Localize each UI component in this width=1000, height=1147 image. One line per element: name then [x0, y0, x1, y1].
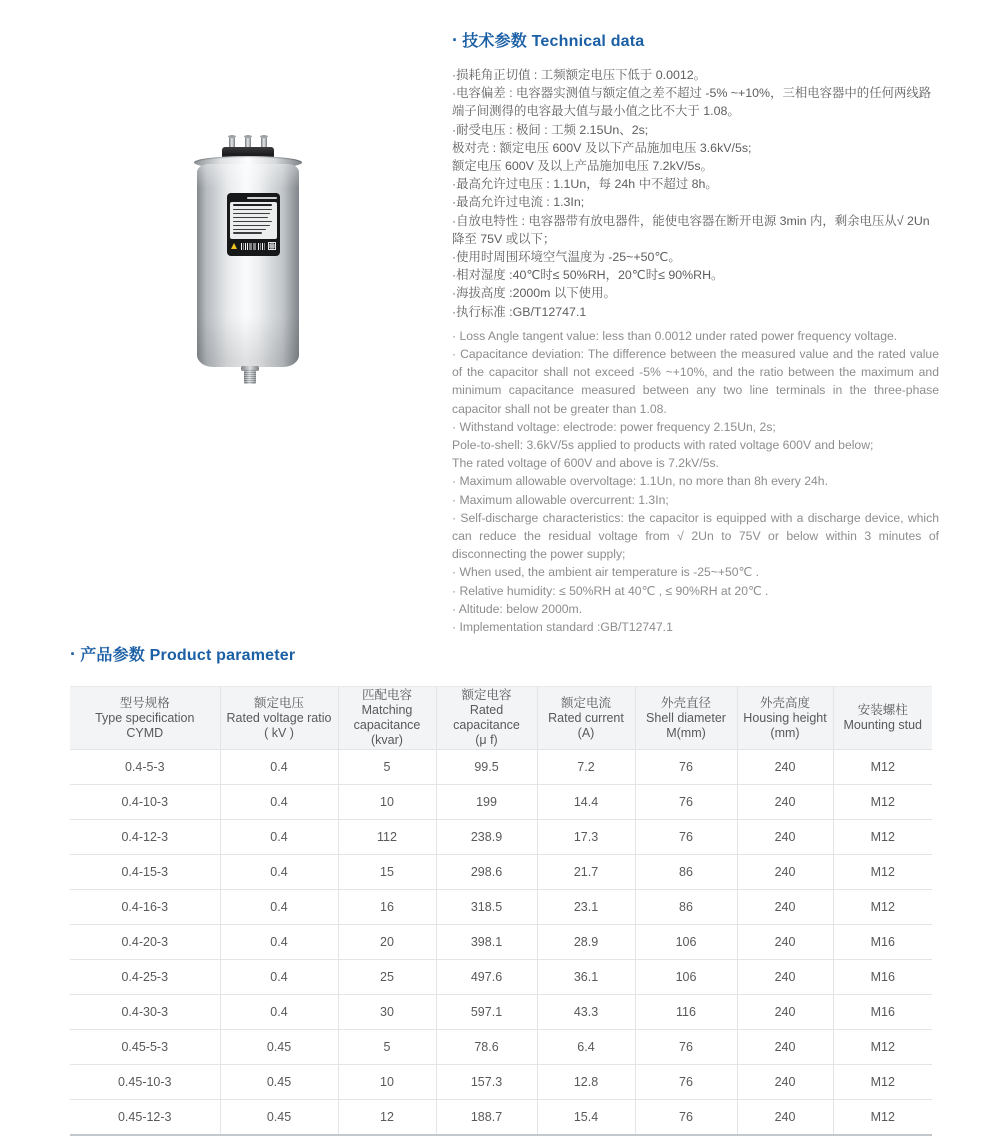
label-text-row [233, 213, 270, 215]
table-cell: 0.45-12-3 [70, 1100, 220, 1136]
table-row [70, 925, 932, 960]
table-cell: 0.4-12-3 [70, 820, 220, 855]
table-cell: 86 [635, 890, 737, 925]
table-cell: 240 [737, 995, 833, 1030]
tech-line-en: · When used, the ambient air temperature is -25~+50℃ . [452, 565, 760, 580]
table-cell: 5 [338, 1030, 436, 1065]
table-cell: 0.4 [220, 960, 338, 995]
table-cell: 17.3 [537, 820, 635, 855]
table-cell: 12 [338, 1100, 436, 1136]
table-cell: 23.1 [537, 890, 635, 925]
table-cell: M12 [833, 1065, 932, 1100]
table-cell: 15.4 [537, 1100, 635, 1136]
label-text-row [233, 209, 272, 211]
table-header-cell: 外壳高度 Housing height (mm) [737, 687, 833, 750]
tech-line-en: Pole-to-shell: 3.6kV/5s applied to products with rated voltage 600V and below; [452, 438, 874, 453]
product-parameter-table [70, 686, 932, 1136]
table-cell: 25 [338, 960, 436, 995]
table-cell: 0.4 [220, 750, 338, 785]
table-cell: 0.4 [220, 785, 338, 820]
table-cell: 0.45 [220, 1100, 338, 1136]
table-cell: 398.1 [436, 925, 537, 960]
table-cell: 0.4 [220, 820, 338, 855]
table-cell: 106 [635, 960, 737, 995]
table-header-cell: 型号规格 Type specification CYMD [70, 687, 220, 750]
technical-data-title [452, 28, 939, 51]
table-header-cell: 匹配电容 Matching capacitance (kvar) [338, 687, 436, 750]
table-cell: 188.7 [436, 1100, 537, 1136]
table-cell: 597.1 [436, 995, 537, 1030]
table-header-cell: 安装螺柱 Mounting stud [833, 687, 932, 750]
table-header-cell: 额定电流 Rated current (A) [537, 687, 635, 750]
table-row [70, 855, 932, 890]
table-cell: 10 [338, 1065, 436, 1100]
table-cell: 76 [635, 785, 737, 820]
tech-line-en: · Self-discharge characteristics: the capacitor is equipped with a discharge device, which can reduce the residual voltage from √ 2Un to 75V or below within 3 minutes of disconnecting the power supply; [452, 510, 939, 562]
table-cell: 0.4-16-3 [70, 890, 220, 925]
table-cell: 21.7 [537, 855, 635, 890]
tech-line-zh: ·电容偏差 : 电容器实测值与额定值之差不超过 -5% ~+10%，三相电容器中的任何两线路端子间测得的电容最大值与最小值之比不大于 1.08。 [452, 86, 932, 119]
table-cell: 36.1 [537, 960, 635, 995]
label-text-row [233, 204, 272, 206]
table-cell: 0.45 [220, 1065, 338, 1100]
table-cell: 0.4-25-3 [70, 960, 220, 995]
table-cell: 10 [338, 785, 436, 820]
table-cell: 86 [635, 855, 737, 890]
label-bottom-strip [230, 239, 277, 252]
table-cell: 240 [737, 820, 833, 855]
capacitor-mounting-stud [244, 370, 256, 384]
table-cell: 30 [338, 995, 436, 1030]
table-cell: 0.4 [220, 925, 338, 960]
tech-line-zh: ·最高允许过电压 : 1.1Un，每 24h 中不超过 8h。 [452, 177, 718, 192]
tech-line-zh: 极对壳 : 额定电压 600V 及以下产品施加电压 3.6kV/5s; [452, 140, 752, 155]
table-header-cell: 额定电容 Rated capacitance (μ f) [436, 687, 537, 750]
table-cell: 76 [635, 1030, 737, 1065]
table-cell: 76 [635, 820, 737, 855]
technical-data-section [452, 28, 939, 636]
table-cell: 240 [737, 855, 833, 890]
table-cell: 106 [635, 925, 737, 960]
table-cell: 240 [737, 1065, 833, 1100]
section-title-text: 技术参数 Technical data [462, 33, 645, 50]
tech-line-en: · Withstand voltage: electrode: power frequency 2.15Un, 2s; [452, 419, 776, 434]
capacitor-photo [193, 132, 303, 394]
table-cell: 0.4-20-3 [70, 925, 220, 960]
section-bullet-icon: · [70, 643, 77, 664]
table-cell: 157.3 [436, 1065, 537, 1100]
label-text-row [233, 217, 268, 219]
table-cell: 76 [635, 1100, 737, 1136]
table-cell: 0.45-5-3 [70, 1030, 220, 1065]
table-cell: 240 [737, 1030, 833, 1065]
table-cell: M12 [833, 820, 932, 855]
table-cell: M12 [833, 890, 932, 925]
technical-en-lines [452, 327, 939, 636]
qr-code-icon [268, 242, 276, 250]
tech-line-en: · Implementation standard :GB/T12747.1 [452, 620, 673, 635]
table-cell: 12.8 [537, 1065, 635, 1100]
table-cell: 240 [737, 960, 833, 995]
label-spec-panel [230, 202, 277, 239]
table-row [70, 1030, 932, 1065]
tech-line-en: · Capacitance deviation: The difference between the measured value and the rated value of the capacitor shall not exceed -5% ~+10%, and the ratio between the maximum and minimum capacitance measured between any two line terminals in the three-phase capacitor shall not be greater than 1.08. [452, 347, 939, 416]
product-parameter-section [70, 642, 932, 1136]
table-cell: 0.45 [220, 1030, 338, 1065]
table-cell: 5 [338, 750, 436, 785]
table-cell: 78.6 [436, 1030, 537, 1065]
table-cell: 99.5 [436, 750, 537, 785]
table-cell: 0.4-5-3 [70, 750, 220, 785]
table-header-cell: 额定电压 Rated voltage ratio ( kV ) [220, 687, 338, 750]
tech-line-zh: ·最高允许过电流 : 1.3In; [452, 195, 585, 210]
table-cell: 240 [737, 1100, 833, 1136]
table-cell: M12 [833, 750, 932, 785]
label-text-row [233, 225, 270, 227]
tech-line-zh: ·执行标准 :GB/T12747.1 [452, 304, 587, 319]
table-row [70, 820, 932, 855]
table-cell: 28.9 [537, 925, 635, 960]
table-cell: 112 [338, 820, 436, 855]
table-row [70, 890, 932, 925]
section-title-text: 产品参数 Product parameter [80, 647, 296, 664]
tech-line-en: The rated voltage of 600V and above is 7.2kV/5s. [452, 456, 719, 471]
tech-line-zh: ·损耗角正切值 : 工频额定电压下低于 0.0012。 [452, 68, 707, 82]
table-row [70, 995, 932, 1030]
barcode-icon [241, 243, 265, 250]
table-row [70, 1065, 932, 1100]
table-header-row [70, 687, 932, 750]
table-cell: M16 [833, 960, 932, 995]
table-cell: 240 [737, 925, 833, 960]
table-cell: M12 [833, 855, 932, 890]
table-cell: 76 [635, 1065, 737, 1100]
table-row [70, 960, 932, 995]
table-cell: 0.4-15-3 [70, 855, 220, 890]
table-cell: 0.45-10-3 [70, 1065, 220, 1100]
tech-line-zh: ·耐受电压 : 极间 : 工频 2.15Un、2s; [452, 122, 649, 137]
table-cell: 240 [737, 785, 833, 820]
table-cell: 14.4 [537, 785, 635, 820]
tech-line-zh: 额定电压 600V 及以上产品施加电压 7.2kV/5s。 [452, 159, 713, 174]
table-cell: 15 [338, 855, 436, 890]
table-cell: 43.3 [537, 995, 635, 1030]
table-cell: 7.2 [537, 750, 635, 785]
table-cell: 497.6 [436, 960, 537, 995]
table-header-cell: 外壳直径 Shell diameter M(mm) [635, 687, 737, 750]
table-cell: M16 [833, 925, 932, 960]
section-bullet-icon: · [452, 29, 459, 50]
technical-zh-lines [452, 66, 939, 321]
table-cell: 0.4 [220, 995, 338, 1030]
table-cell: M16 [833, 995, 932, 1030]
tech-line-en: · Loss Angle tangent value: less than 0.0012 under rated power frequency voltage. [452, 328, 898, 343]
table-cell: 238.9 [436, 820, 537, 855]
capacitor-label [227, 193, 280, 256]
table-cell: 0.4 [220, 855, 338, 890]
table-cell: 0.4-30-3 [70, 995, 220, 1030]
table-cell: M12 [833, 785, 932, 820]
warning-triangle-icon [231, 243, 237, 249]
table-row [70, 785, 932, 820]
label-text-row [233, 229, 266, 231]
tech-line-en: · Maximum allowable overcurrent: 1.3In; [452, 492, 669, 507]
table-cell: 0.4 [220, 890, 338, 925]
tech-line-zh: ·使用时周围环境空气温度为 -25~+50℃。 [452, 250, 681, 265]
table-cell: 6.4 [537, 1030, 635, 1065]
table-row [70, 1100, 932, 1136]
tech-line-en: · Maximum allowable overvoltage: 1.1Un, no more than 8h every 24h. [452, 474, 828, 489]
tech-line-zh: ·海拔高度 :2000m 以下使用。 [452, 286, 616, 301]
tech-line-en: · Relative humidity: ≤ 50%RH at 40℃ , ≤ 90%RH at 20℃ . [452, 583, 769, 598]
table-cell: 240 [737, 890, 833, 925]
tech-line-en: · Altitude: below 2000m. [452, 601, 583, 616]
label-text-row [233, 221, 272, 223]
table-cell: 20 [338, 925, 436, 960]
table-cell: 240 [737, 750, 833, 785]
table-cell: 116 [635, 995, 737, 1030]
table-cell: M12 [833, 1030, 932, 1065]
table-cell: 199 [436, 785, 537, 820]
table-row [70, 750, 932, 785]
table-cell: 318.5 [436, 890, 537, 925]
table-cell: 76 [635, 750, 737, 785]
tech-line-zh: ·相对湿度 :40℃时≤ 50%RH，20℃时≤ 90%RH。 [452, 268, 724, 283]
table-cell: M12 [833, 1100, 932, 1136]
label-text-row [233, 232, 262, 234]
tech-line-zh: ·自放电特性 : 电容器带有放电器件，能使电容器在断开电源 3min 内，剩余电压从√ 2Un 降至 75V 或以下； [452, 213, 930, 246]
label-header [230, 196, 277, 200]
product-parameter-title [70, 642, 932, 665]
table-cell: 298.6 [436, 855, 537, 890]
table-cell: 16 [338, 890, 436, 925]
table-cell: 0.4-10-3 [70, 785, 220, 820]
